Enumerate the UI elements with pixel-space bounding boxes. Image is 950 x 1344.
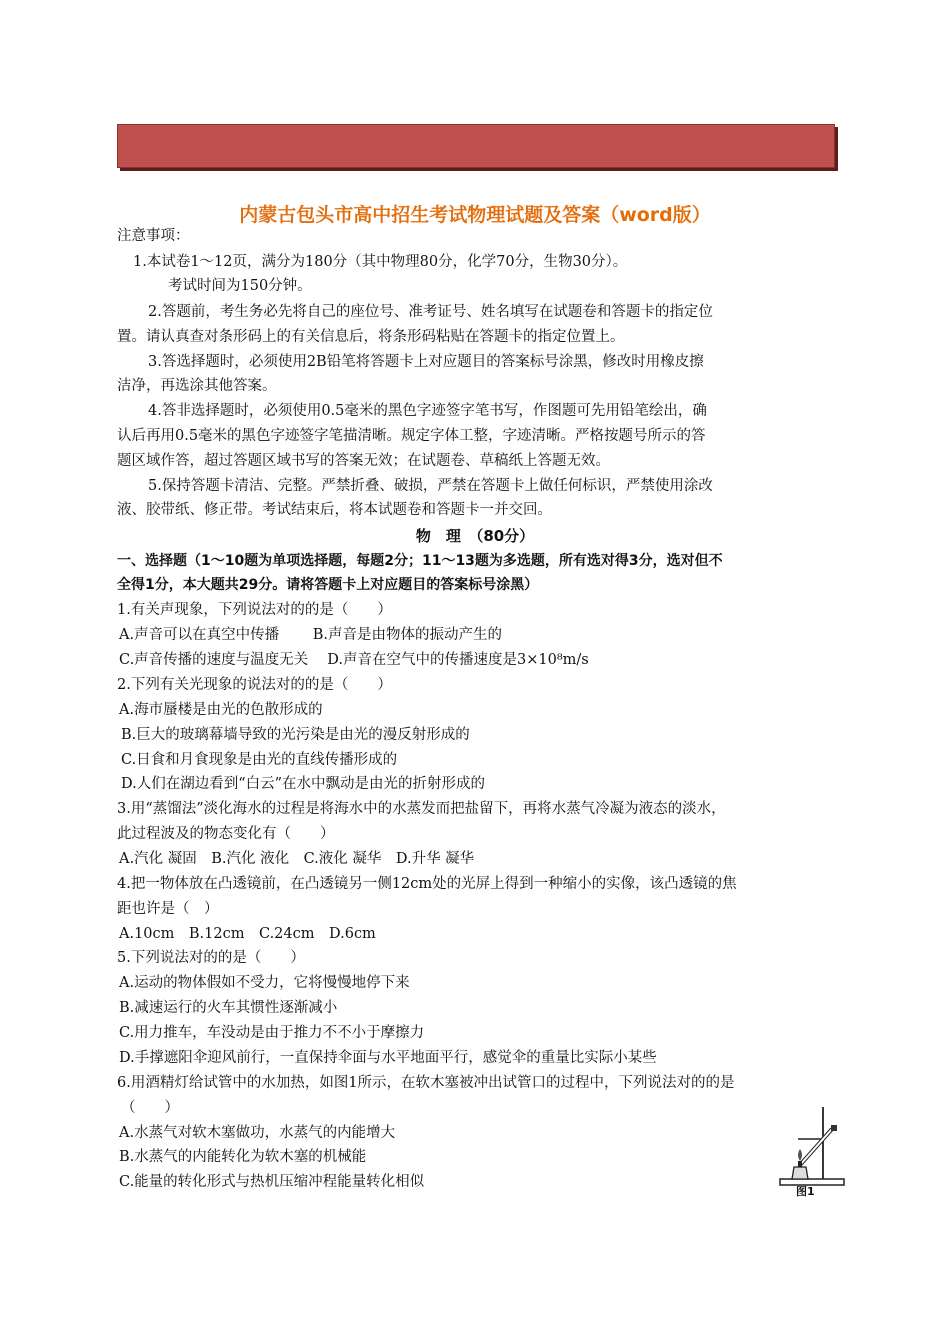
question-line: 3.用“蒸馏法”淡化海水的过程是将海水中的水蒸发而把盐留下，再将水蒸气冷凝为液态的淡水， — [117, 801, 726, 817]
notice-line: 考试时间为150分钟。 — [168, 278, 312, 294]
section-instructions: 一、选择题（1～10题为单项选择题，每题2分；11～13题为多选题，所有选对得3分，选对但不 — [117, 553, 723, 569]
option-line: D.手撑遮阳伞迎风前行，一直保持伞面与水平地面平行，感觉伞的重量比实际小某些 — [119, 1050, 657, 1066]
option-line: A.运动的物体假如不受力，它将慢慢地停下来 — [119, 975, 410, 991]
option-line: A.声音可以在真空中传播 B.声音是由物体的振动产生的 — [119, 627, 502, 643]
question-line: （ ） — [121, 1100, 179, 1116]
document-title: 内蒙古包头市高中招生考试物理试题及答案（word版） — [239, 204, 711, 226]
option-line: A.水蒸气对软木塞做功，水蒸气的内能增大 — [119, 1125, 396, 1141]
notice-line: 液、胶带纸、修正带。考试结束后，将本试题卷和答题卡一并交回。 — [117, 502, 552, 518]
section-instructions: 全得1分，本大题共29分。请将答题卡上对应题目的答案标号涂黑） — [117, 577, 539, 593]
figure-caption: 图1 — [796, 1185, 815, 1198]
notice-line: 1.本试卷1～12页，满分为180分（其中物理80分，化学70分，生物30分）。 — [133, 254, 628, 270]
option-line: B.巨大的玻璃幕墙导致的光污染是由光的漫反射形成的 — [121, 727, 470, 743]
question-line: 6.用酒精灯给试管中的水加热，如图1所示，在软木塞被冲出试管口的过程中，下列说法对的的是 — [117, 1075, 735, 1091]
question-line: 距也许是（ ） — [117, 901, 219, 917]
option-line: B.减速运行的火车其惯性逐渐减小 — [119, 1000, 338, 1016]
option-line: A.10cm B.12cm C.24cm D.6cm — [119, 926, 376, 942]
option-line: C.用力推车，车没动是由于推力不不小于摩擦力 — [119, 1025, 425, 1041]
notice-heading: 注意事项： — [117, 228, 190, 244]
notice-line: 2.答题前，考生务必先将自己的座位号、准考证号、姓名填写在试题卷和答题卡的指定位 — [148, 304, 713, 320]
question-line: 此过程波及的物态变化有（ ） — [117, 826, 335, 842]
option-line: C.日食和月食现象是由光的直线传播形成的 — [121, 752, 398, 768]
notice-line: 题区域作答，超过答题区域书写的答案无效；在试题卷、草稿纸上答题无效。 — [117, 453, 610, 469]
subject-heading: 物 理 （80分） — [415, 527, 535, 545]
notice-line: 置。请认真查对条形码上的有关信息后，将条形码粘贴在答题卡的指定位置上。 — [117, 329, 625, 345]
option-line: D.人们在湖边看到“白云”在水中飘动是由光的折射形成的 — [121, 776, 486, 792]
question-line: 5.下列说法对的的是（ ） — [117, 950, 305, 966]
header-banner — [117, 124, 835, 168]
question-line: 1.有关声现象，下列说法对的的是（ ） — [117, 602, 392, 618]
notice-line: 洁净，再选涂其他答案。 — [117, 378, 277, 394]
option-line: A.海市蜃楼是由光的色散形成的 — [119, 702, 323, 718]
notice-line: 认后再用0.5毫米的黑色字迹签字笔描清晰。规定字体工整，字迹清晰。严格按题号所示的答 — [117, 428, 706, 444]
option-line: B.水蒸气的内能转化为软木塞的机械能 — [119, 1149, 367, 1165]
option-line: C.声音传播的速度与温度无关 D.声音在空气中的传播速度是3×10⁸m/s — [119, 652, 589, 668]
question-line: 4.把一物体放在凸透镜前，在凸透镜另一侧12cm处的光屏上得到一种缩小的实像，该凸透镜的焦 — [117, 876, 737, 892]
notice-line: 5.保持答题卡清洁、完整。严禁折叠、破损，严禁在答题卡上做任何标识，严禁使用涂改 — [148, 478, 713, 494]
option-line: C.能量的转化形式与热机压缩冲程能量转化相似 — [119, 1174, 425, 1190]
question-line: 2.下列有关光现象的说法对的的是（ ） — [117, 677, 392, 693]
option-line: A.汽化 凝固 B.汽化 液化 C.液化 凝华 D.升华 凝华 — [119, 851, 475, 867]
notice-line: 3.答选择题时，必须使用2B铅笔将答题卡上对应题目的答案标号涂黑，修改时用橡皮擦 — [148, 354, 704, 370]
notice-line: 4.答非选择题时，必须使用0.5毫米的黑色字迹签字笔书写，作图题可先用铅笔绘出，确 — [148, 403, 707, 419]
